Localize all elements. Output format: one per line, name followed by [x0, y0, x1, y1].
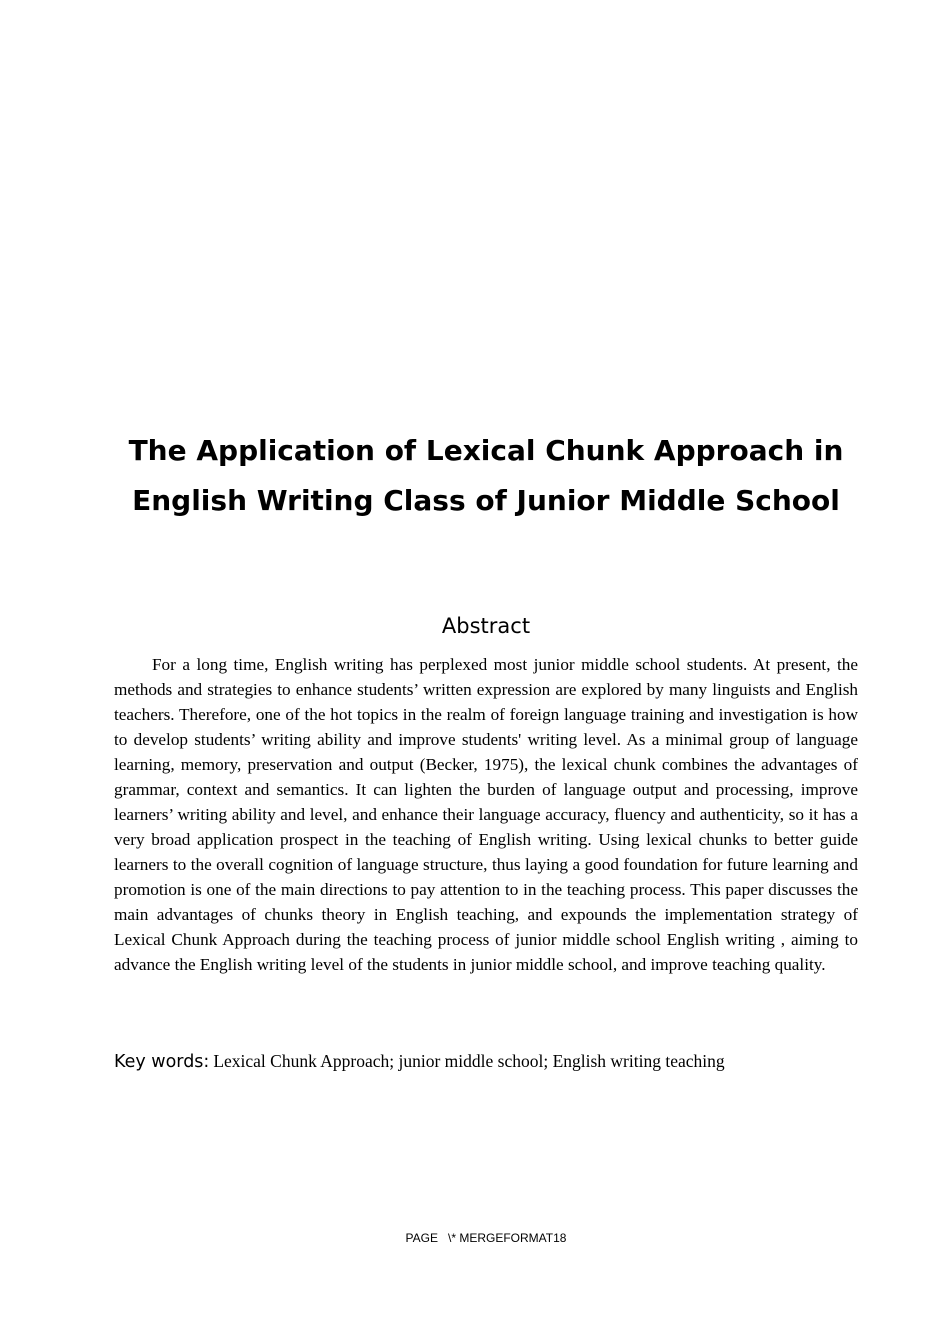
- title-line-2: English Writing Class of Junior Middle School: [132, 484, 840, 517]
- keywords-text: Lexical Chunk Approach; junior middle school; English writing teaching: [213, 1051, 725, 1071]
- abstract-paragraph: For a long time, English writing has perplexed most junior middle school students. At present, the methods and strategies to enhance students’ written expression are explored by many linguists and English teachers. Therefore, one of the hot topics in the realm of foreign language training and investigation is how to develop students’ writing ability and improve students' writing level. As a minimal group of language learning, memory, preservation and output (Becker, 1975), the lexical chunk combines the advantages of grammar, context and semantics. It can lighten the burden of language output and processing, improve learners’ writing ability and level, and enhance their language accuracy, fluency and authenticity, so it has a very broad application prospect in the teaching of English writing. Using lexical chunks to better guide learners to the overall cognition of language structure, thus laying a good foundation for future learning and promotion is one of the main directions to pay attention to in the teaching process. This paper discusses the main advantages of chunks theory in English teaching, and expounds the implementation strategy of Lexical Chunk Approach during the teaching process of junior middle school English writing , aiming to advance the English writing level of the students in junior middle school, and improve teaching quality.: [114, 655, 858, 974]
- keywords-line: [114, 1049, 858, 1075]
- page-number-field: PAGE \* MERGEFORMAT18: [405, 1231, 567, 1245]
- abstract-heading: Abstract: [441, 614, 531, 638]
- page-title: [100, 426, 872, 526]
- title-line-1: The Application of Lexical Chunk Approach in: [128, 434, 844, 467]
- keywords-label: Key words:: [114, 1052, 210, 1072]
